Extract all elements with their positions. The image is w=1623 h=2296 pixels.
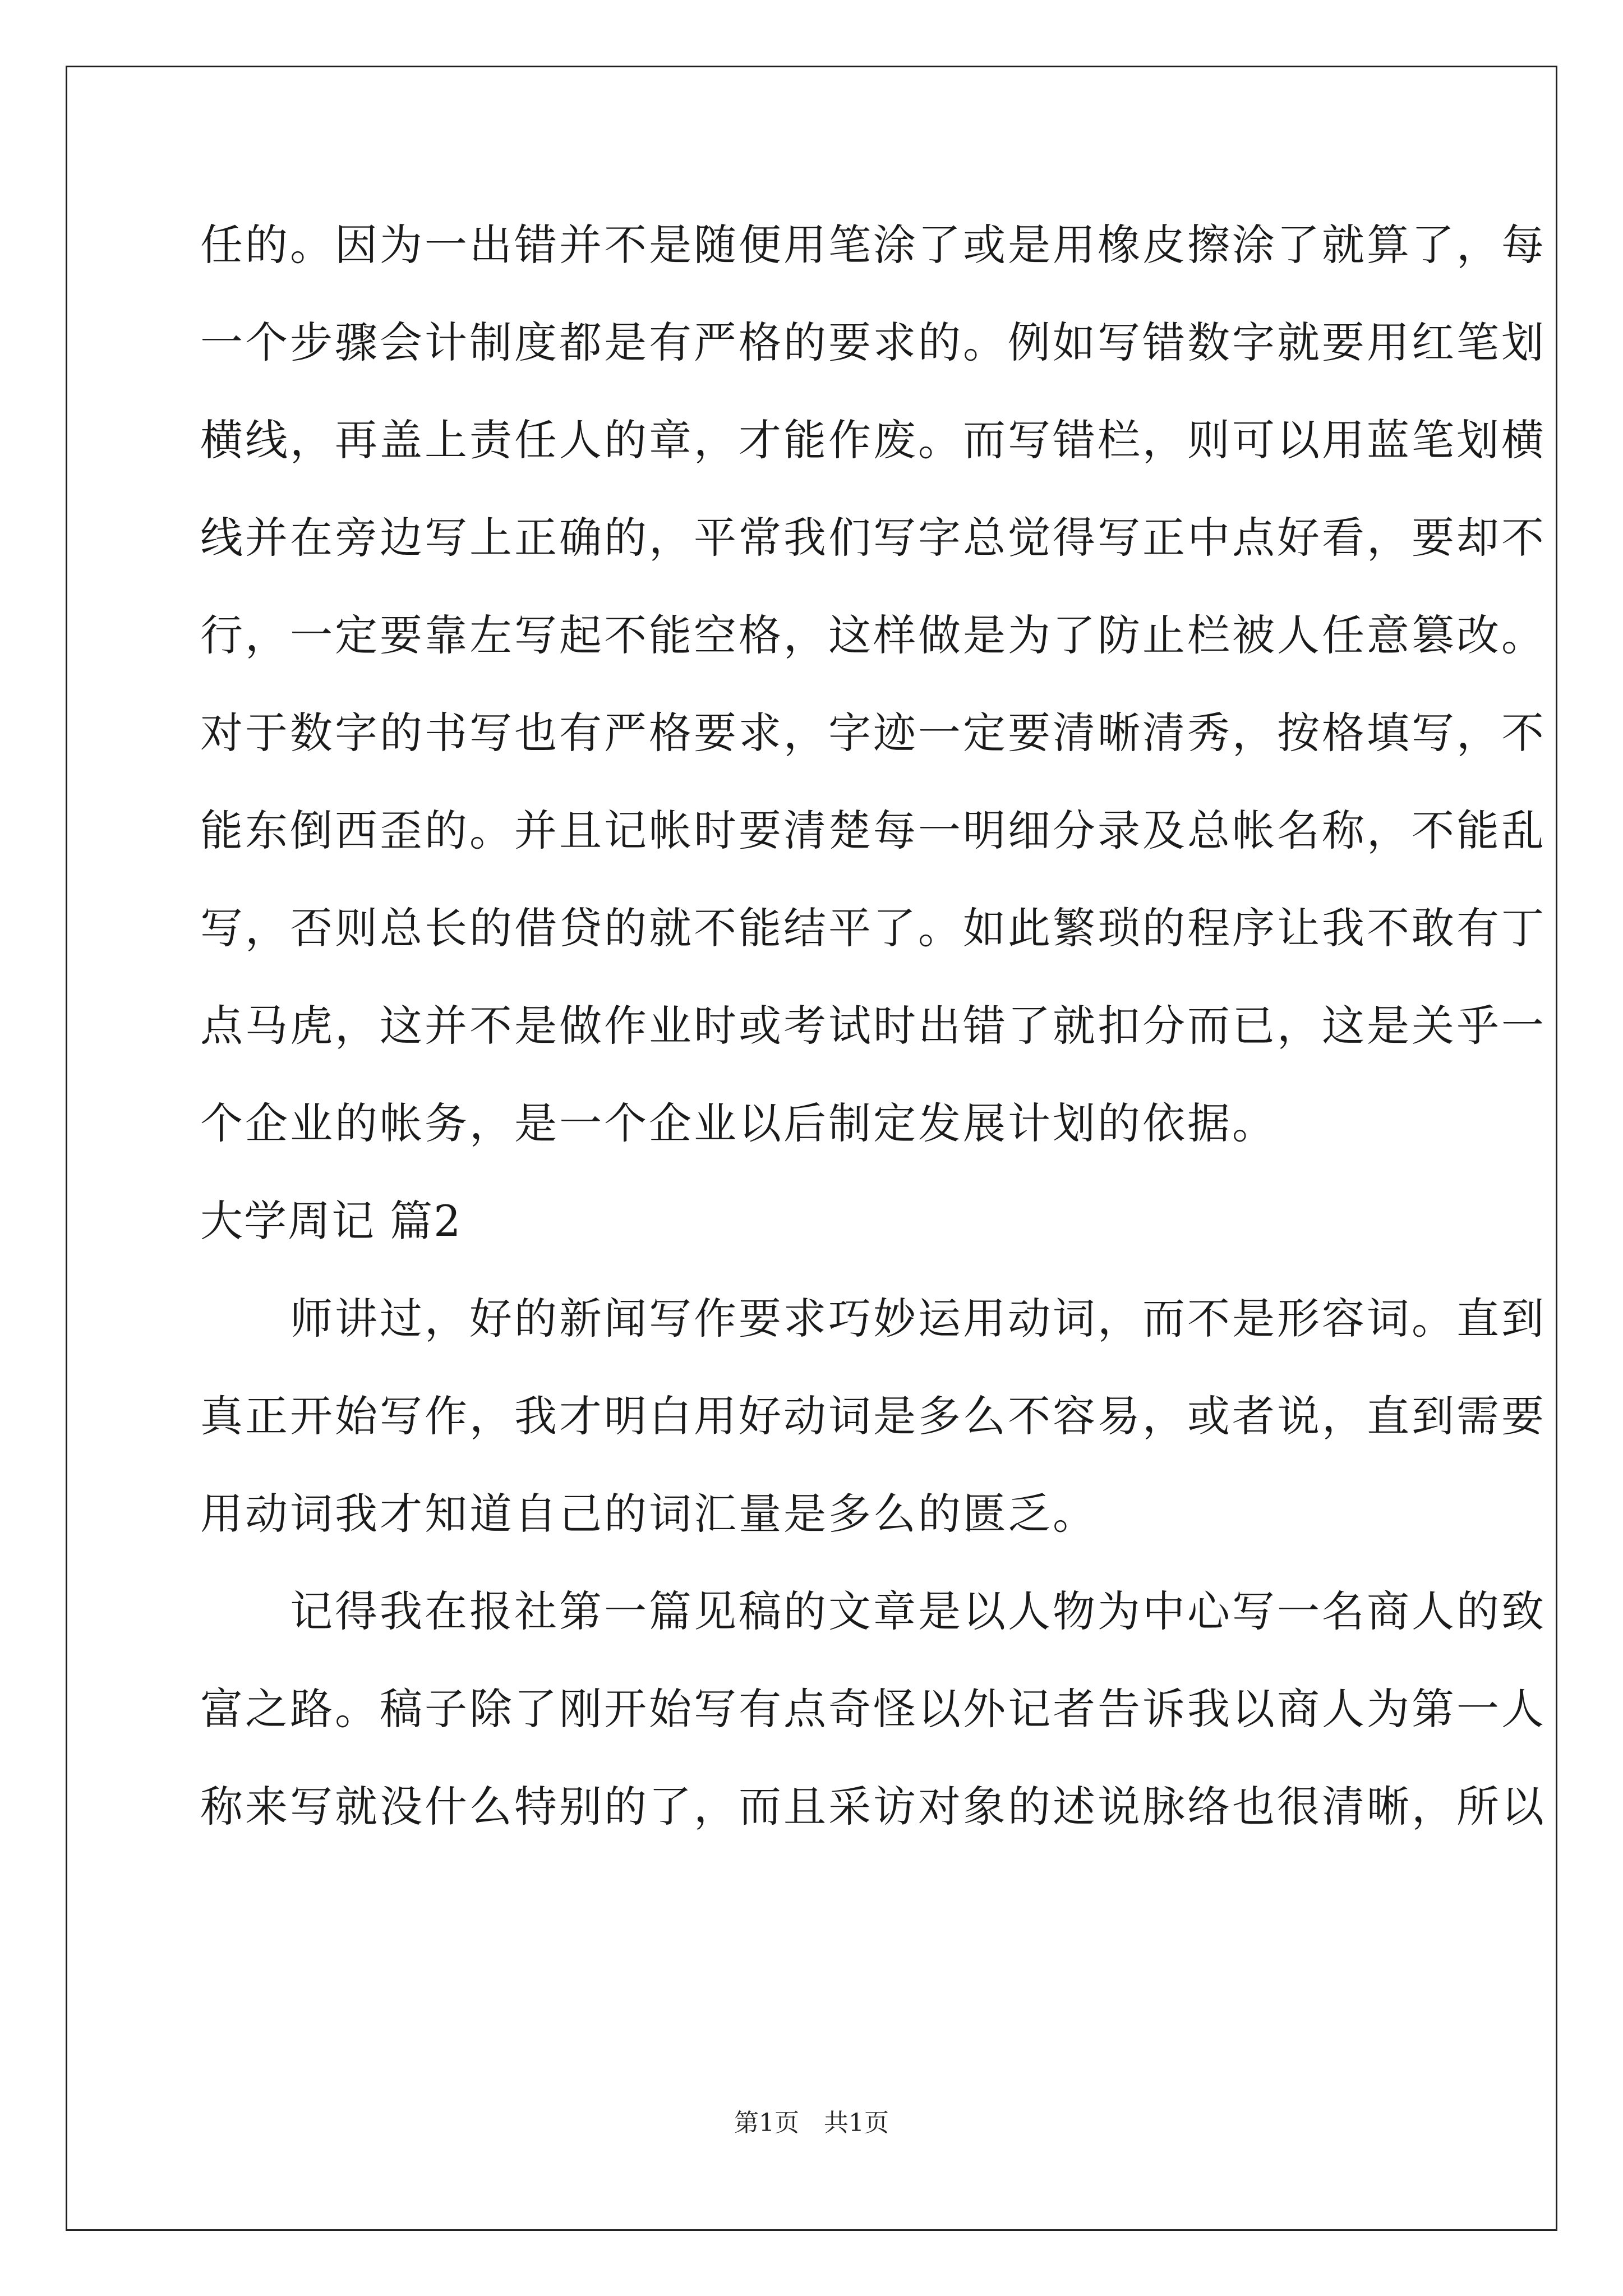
text-line: 用动词我才知道自己的词汇量是多么的匮乏。 — [200, 1489, 1098, 1539]
text-line: 对于数字的书写也有严格要求，字迹一定要清晰清秀，按格填写，不 — [200, 708, 1546, 758]
text-line: 师讲过，好的新闻写作要求巧妙运用动词，而不是形容词。直到 — [290, 1294, 1546, 1343]
text-line: 点马虎，这并不是做作业时或考试时出错了就扣分而已，这是关乎一 — [200, 1001, 1546, 1051]
text-line: 行，一定要靠左写起不能空格，这样做是为了防止栏被人任意篡改。 — [200, 610, 1546, 660]
text-line: 线并在旁边写上正确的，平常我们写字总觉得写正中点好看，要却不 — [200, 513, 1546, 563]
text-line: 写，否则总长的借贷的就不能结平了。如此繁琐的程序让我不敢有丁 — [200, 903, 1546, 953]
page-footer — [0, 2106, 1623, 2140]
text-line: 个企业的帐务，是一个企业以后制定发展计划的依据。 — [200, 1098, 1277, 1148]
text-line: 真正开始写作，我才明白用好动词是多么不容易，或者说，直到需要 — [200, 1391, 1546, 1441]
page-number: 第1页 共1页 — [734, 2109, 889, 2137]
text-line: 称来写就没什么特别的了，而且采访对象的述说脉络也很清晰，所以 — [200, 1782, 1546, 1832]
text-line: 能东倒西歪的。并且记帐时要清楚每一明细分录及总帐名称，不能乱 — [200, 806, 1546, 855]
text-line: 记得我在报社第一篇见稿的文章是以人物为中心写一名商人的致 — [290, 1586, 1546, 1636]
text-line: 横线，再盖上责任人的章，才能作废。而写错栏，则可以用蓝笔划横 — [200, 415, 1546, 465]
document-body — [200, 196, 1546, 1856]
text-line: 任的。因为一出错并不是随便用笔涂了或是用橡皮擦涂了就算了，每 — [200, 220, 1546, 270]
section-heading: 大学周记 篇2 — [200, 1196, 462, 1246]
text-line: 富之路。稿子除了刚开始写有点奇怪以外记者告诉我以商人为第一人 — [200, 1684, 1546, 1734]
text-line: 一个步骤会计制度都是有严格的要求的。例如写错数字就要用红笔划 — [200, 318, 1546, 367]
